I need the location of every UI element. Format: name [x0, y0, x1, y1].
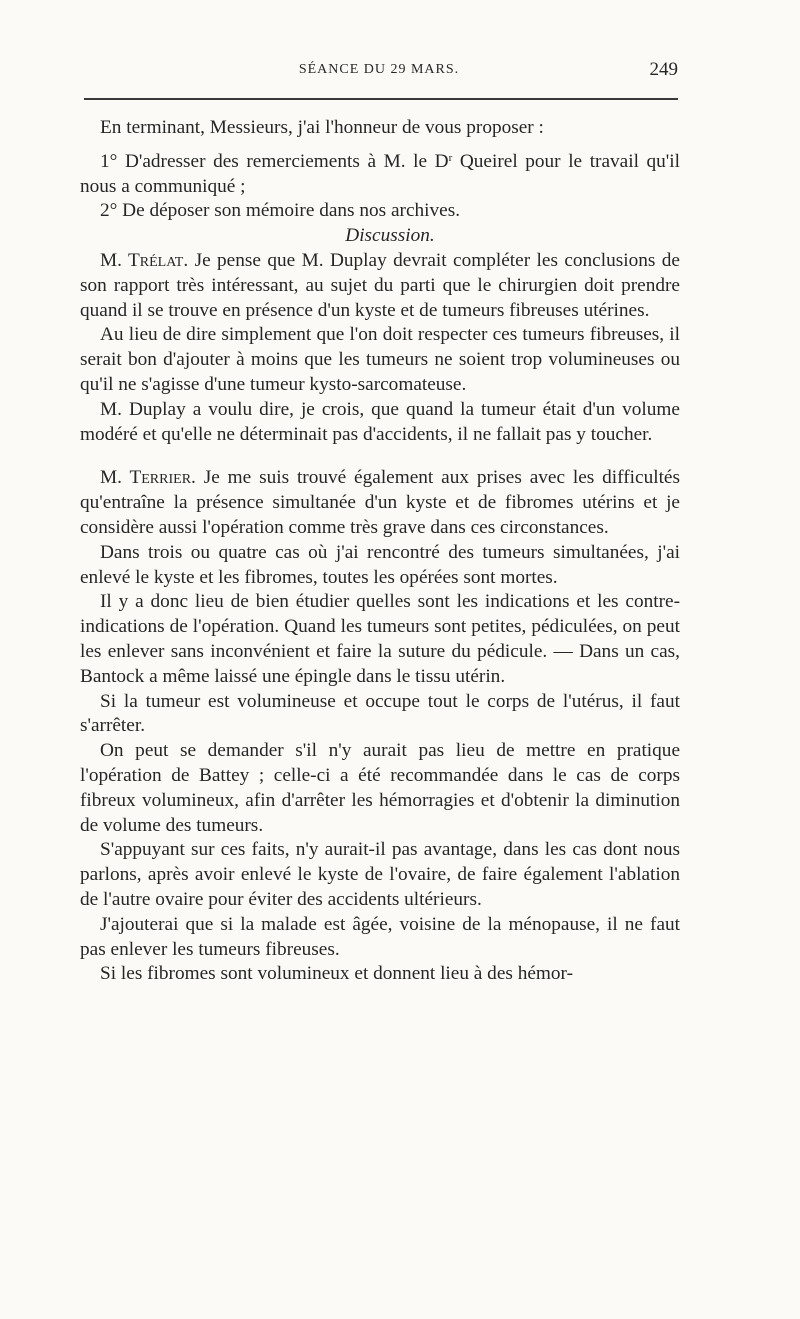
paragraph-text: Queirel pour le travail qu'il nous a communiqué ;: [80, 150, 680, 197]
body-text: [80, 116, 680, 987]
paragraph: S'appuyant sur ces faits, n'y aurait-il pas avantage, dans les cas dont nous parlons, après avoir enlevé le kyste de l'ovaire, de faire également l'ablation de l'autre ovaire pour éviter des accidents ultérieurs.: [80, 839, 680, 910]
paragraph: J'ajouterai que si la malade est âgée, voisine de la ménopause, il ne faut pas enlever les tumeurs fibreuses.: [80, 913, 680, 960]
paragraph: [80, 150, 680, 200]
paragraph-text: Je pense que M. Duplay devrait compléter les conclusions de son rapport très intéressant, au sujet du parti que le chirurgien doit prendre quand il se trouve en présence d'un kyste et de tumeurs fibreuses utérines.: [80, 249, 680, 321]
paragraph: 2° De déposer son mémoire dans nos archives.: [100, 200, 461, 222]
paragraph: [80, 249, 680, 323]
paragraph: Au lieu de dire simplement que l'on doit respecter ces tumeurs fibreuses, il serait bon d'ajouter à moins que les tumeurs ne soient trop volumineuses ou qu'il ne s'agisse d'une tumeur kysto-sarcomateuse.: [80, 324, 680, 395]
paragraph: Dans trois ou quatre cas où j'ai rencontré des tumeurs simultanées, j'ai enlevé le kyste et les fibromes, toutes les opérées sont mortes.: [80, 541, 680, 588]
paragraph-text: 1° D'adresser des remerciements à M. le D: [100, 150, 449, 172]
paragraph: M. Duplay a voulu dire, je crois, que quand la tumeur était d'un volume modéré et qu'elle ne déterminait pas d'accidents, il ne fallait pas y toucher.: [80, 398, 680, 445]
paragraph: On peut se demander s'il n'y aurait pas lieu de mettre en pratique l'opération de Battey ; celle-ci a été recommandée dans le cas de corps fibreux volumineux, afin d'arrêter les hémorragies et d'obtenir la diminution de volume des tumeurs.: [80, 740, 680, 836]
paragraph: Si la tumeur est volumineuse et occupe tout le corps de l'utérus, il faut s'arrêter.: [80, 690, 680, 737]
speaker-name: M. Terrier.: [100, 467, 196, 489]
speaker-name: M. Trélat.: [100, 249, 189, 271]
header-rule: [84, 98, 678, 100]
paragraph: Il y a donc lieu de bien étudier quelles sont les indications et les contre-indications de l'opération. Quand les tumeurs sont petites, pédiculées, on peut les enlever sans inconvénient et faire la suture du pédicule. — Dans un cas, Bantock a même laissé une épingle dans le tissu utérin.: [80, 591, 680, 687]
superscript: r: [448, 151, 453, 164]
paragraph: [80, 466, 680, 540]
page-number: 249: [649, 59, 678, 80]
running-head: [80, 59, 678, 88]
paragraph: En terminant, Messieurs, j'ai l'honneur de vous proposer :: [100, 117, 544, 138]
paragraph-text: Je me suis trouvé également aux prises avec les difficultés qu'entraîne la présence simultanée d'un kyste et de fibromes utérins et je considère aussi l'opération comme très grave dans ces circonstances.: [80, 467, 680, 538]
running-title: SÉANCE DU 29 MARS.: [298, 62, 460, 77]
paragraph: Si les fibromes sont volumineux et donnent lieu à des hémor-: [100, 963, 573, 985]
section-heading: Discussion.: [345, 225, 435, 247]
